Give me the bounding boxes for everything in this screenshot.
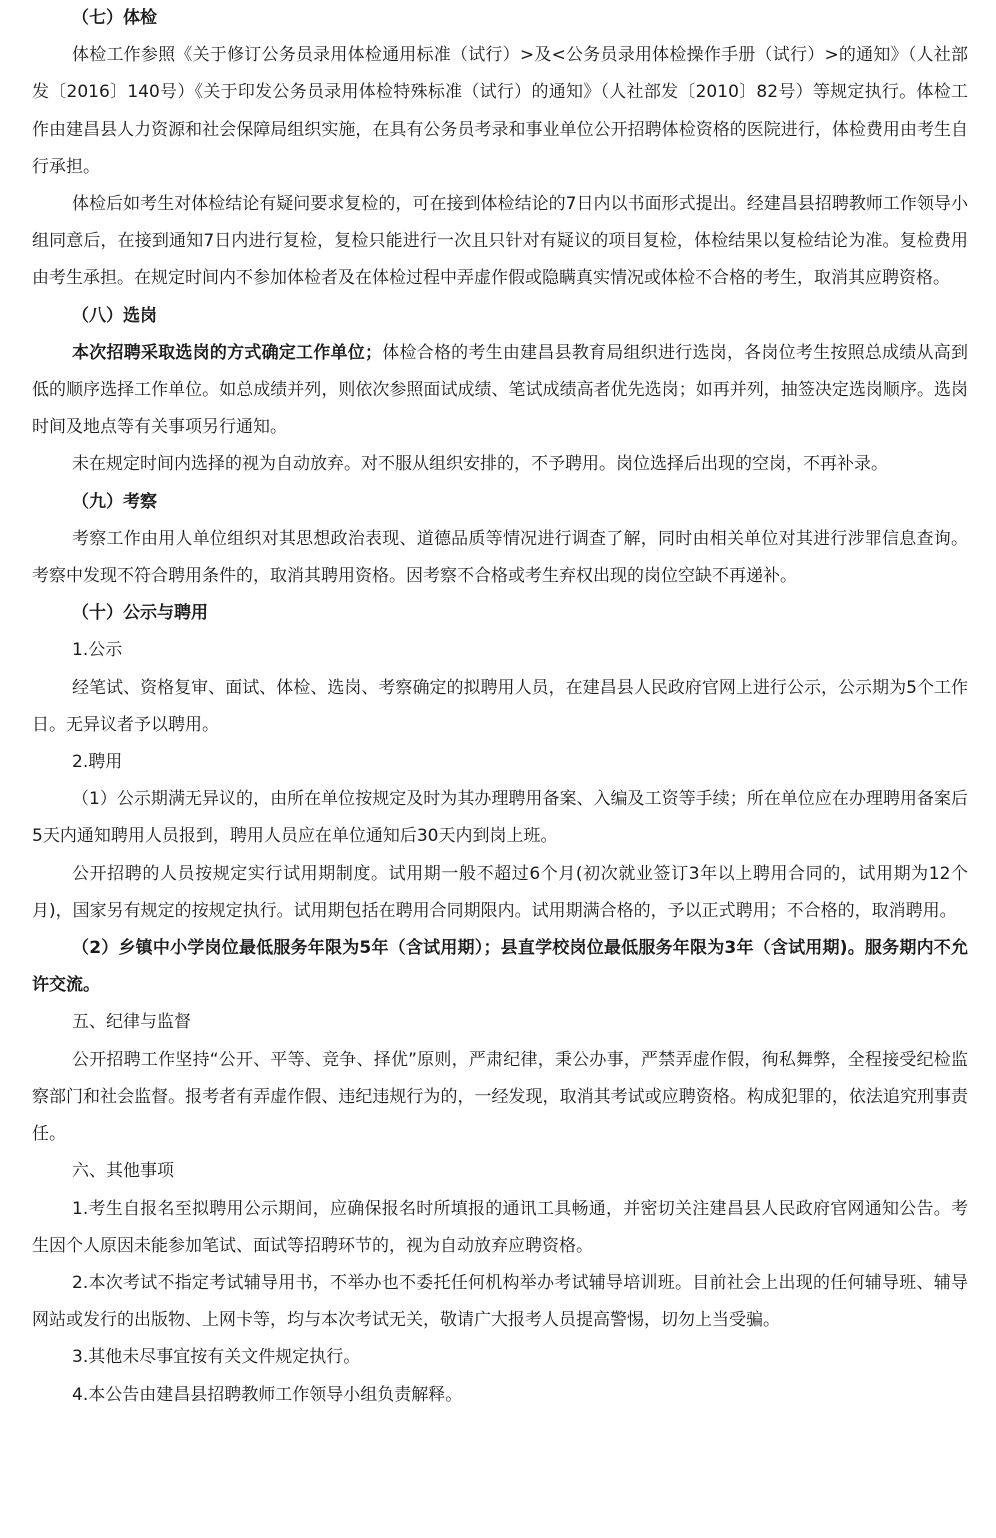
section-heading-inspection: （九）考察 (72, 491, 157, 512)
paragraph-discipline: 公开招聘工作坚持“公开、平等、竞争、择优”原则，严肃纪律，秉公办事，严禁弄虚作假，徇私舞弊，全程接受纪检监察部门和社会监督。报考者有弄虚作假、违纪违规行为的，一经发现，取消其考试或应聘资格。构成犯罪的，依法追究刑事责任。 (32, 1049, 968, 1145)
subheading-employment: 2.聘用 (72, 752, 123, 773)
paragraph-inspection: 考察工作由用人单位组织对其思想政治表现、道德品质等情况进行调查了解，同时由相关单位对其进行涉罪信息查询。考察中发现不符合聘用条件的，取消其聘用资格。因考察不合格或考生弃权出现的岗位空缺不再递补。 (32, 528, 968, 587)
post-selection-details: 体检合格的考生由建昌县教育局组织进行选岗，各岗位考生按照总成绩从高到低的顺序选择工作单位。如总成绩并列，则依次参照面试成绩、笔试成绩高者优先选岗；如再并列，抽签决定选岗顺序。选岗时间及地点等有关事项另行通知。 (32, 342, 968, 438)
part-heading-other-matters: 六、其他事项 (72, 1161, 174, 1182)
paragraph-other-no-tutoring: 2.本次考试不指定考试辅导用书，不举办也不委托任何机构举办考试辅导培训班。目前社会上出现的任何辅导班、辅导网站或发行的出版物、上网卡等，均与本次考试无关，敬请广大报考人员提高警惕，切勿上当受骗。 (32, 1272, 968, 1331)
section-heading-post-selection: （八）选岗 (72, 305, 157, 326)
paragraph-post-selection-forfeit: 未在规定时间内选择的视为自动放弃。对不服从组织安排的，不予聘用。岗位选择后出现的空岗，不再补录。 (72, 454, 888, 475)
post-selection-emphasis: 本次招聘采取选岗的方式确定工作单位； (72, 342, 382, 363)
paragraph-publicity: 经笔试、资格复审、面试、体检、选岗、考察确定的拟聘用人员，在建昌县人民政府官网上进行公示，公示期为5个工作日。无异议者予以聘用。 (32, 677, 968, 735)
paragraph-physical-exam-rules: 体检工作参照《关于修订公务员录用体检通用标准（试行）>及<公务员录用体检操作手册（试行）>的通知》（人社部发〔2016〕140号）《关于印发公务员录用体检特殊标准（试行）的通知》（人社部发〔2010〕82号）等规定执行。体检工作由建昌县人力资源和社会保障局组织实施，在具有公务员考录和事业单位公开招聘体检资格的医院进行，体检费用由考生自行承担。 (32, 45, 968, 177)
paragraph-other-contact: 1.考生自报名至拟聘用公示期间，应确保报名时所填报的通讯工具畅通，并密切关注建昌县人民政府官网通知公告。考生因个人原因未能参加笔试、面试等招聘环节的，视为自动放弃应聘资格。 (32, 1198, 968, 1256)
paragraph-post-selection-method (32, 335, 968, 447)
paragraph-service-term: （2）乡镇中小学岗位最低服务年限为5年（含试用期）；县直学校岗位最低服务年限为3年（含试用期)。服务期内不允许交流。 (32, 938, 968, 996)
paragraph-physical-exam-recheck: 体检后如考生对体检结论有疑问要求复检的，可在接到体检结论的7日内以书面形式提出。经建昌县招聘教师工作领导小组同意后，在接到通知7日内进行复检，复检只能进行一次且只针对有疑议的项目复检，体检结果以复检结论为准。复检费用由考生承担。在规定时间内不参加体检者及在体检过程中弄虚作假或隐瞒真实情况或体检不合格的考生，取消其应聘资格。 (32, 194, 968, 289)
paragraph-other-interpretation: 4.本公告由建昌县招聘教师工作领导小组负责解释。 (72, 1384, 463, 1405)
paragraph-probation: 公开招聘的人员按规定实行试用期制度。试用期一般不超过6个月(初次就业签订3年以上聘用合同的，试用期为12个月)，国家另有规定的按规定执行。试用期包括在聘用合同期限内。试用期满合格的，予以正式聘用；不合格的，取消聘用。 (32, 863, 968, 921)
part-heading-discipline: 五、纪律与监督 (72, 1012, 191, 1033)
section-heading-publicity-employment: （十）公示与聘用 (72, 603, 208, 624)
paragraph-other-unmentioned: 3.其他未尽事宜按有关文件规定执行。 (72, 1347, 361, 1368)
section-heading-physical-exam: （七）体检 (72, 8, 157, 28)
subheading-publicity: 1.公示 (72, 640, 123, 661)
paragraph-employment-procedure: （1）公示期满无异议的，由所在单位按规定及时为其办理聘用备案、入编及工资等手续；所在单位应在办理聘用备案后5天内通知聘用人员报到，聘用人员应在单位通知后30天内到岗上班。 (32, 789, 968, 847)
document-body (32, 0, 968, 1414)
